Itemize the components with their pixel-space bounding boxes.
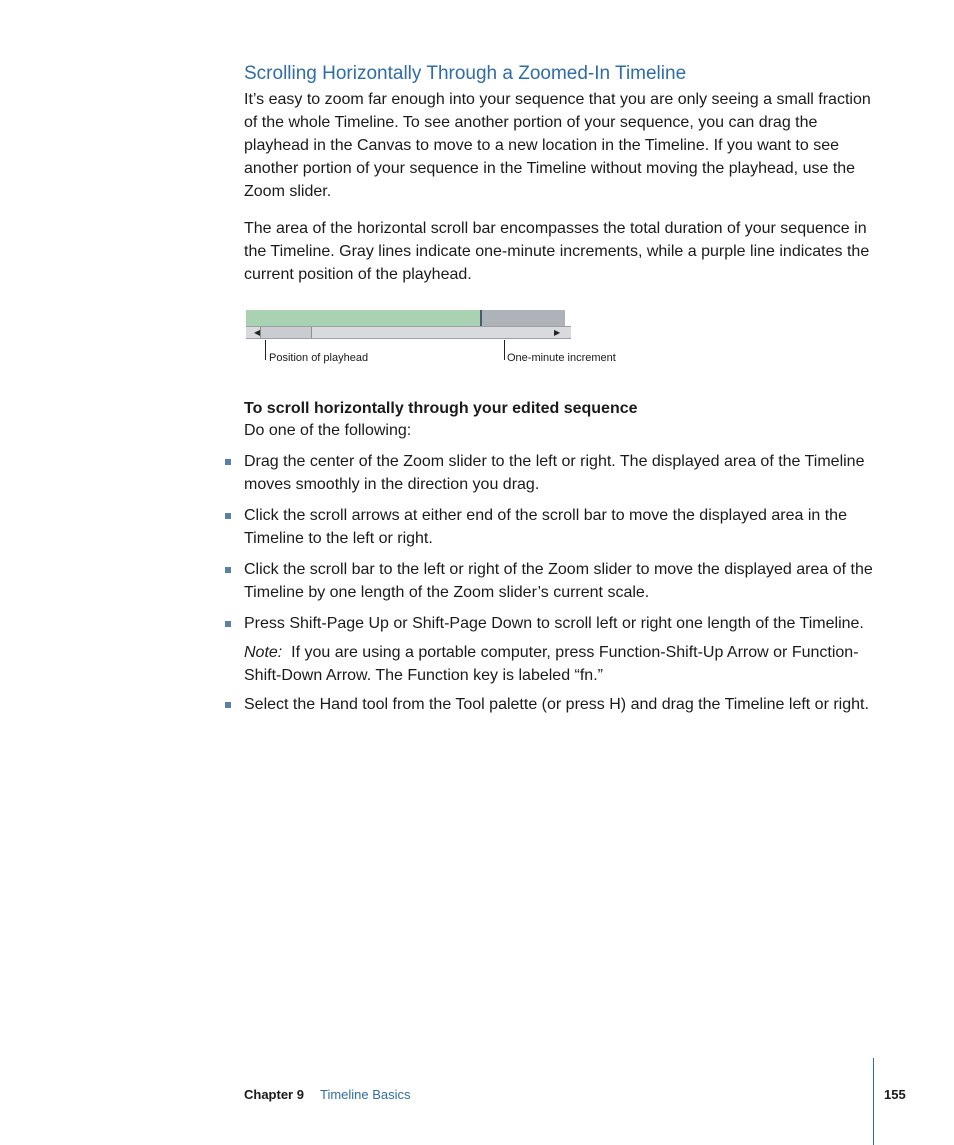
- procedure-intro: Do one of the following:: [244, 422, 412, 439]
- intro-paragraph: It’s easy to zoom far enough into your sequence that you are only seeing a small fraction of the whole Timeline. To see another portion of your sequence, you can drag the playhead in the Canvas to move to a new location in the Timeline. If you want to see another portion of your sequence in the Timeline without moving the playhead, use the Zoom slider.: [244, 91, 871, 200]
- procedure-title: To scroll horizontally through your edited sequence: [244, 400, 638, 417]
- bullet-icon: [225, 459, 231, 465]
- empty-area: [480, 310, 565, 326]
- list-item: Select the Hand tool from the Tool palette (or press H) and drag the Timeline left or right.: [244, 693, 884, 716]
- scroll-left-arrow-icon[interactable]: ◀: [254, 328, 261, 337]
- note-text: If you are using a portable computer, press Function-Shift-Up Arrow or Function-Shift-Down Arrow. The Function key is labeled “fn.”: [244, 644, 859, 684]
- page-content: [244, 62, 884, 724]
- minute-increment-line: [480, 310, 482, 326]
- playhead-callout-line: [265, 340, 266, 360]
- procedure-list: [244, 450, 884, 716]
- bullet-icon: [225, 621, 231, 627]
- note-label: Note:: [244, 644, 283, 661]
- footer-chapter: Chapter 9: [244, 1087, 304, 1102]
- bullet-icon: [225, 513, 231, 519]
- scroll-right-arrow-icon[interactable]: ▶: [554, 328, 561, 337]
- page-number: 155: [884, 1087, 906, 1102]
- scrollbar-figure: [244, 310, 884, 388]
- footer-section: Timeline Basics: [320, 1087, 411, 1102]
- list-item: Drag the center of the Zoom slider to the left or right. The displayed area of the Timeline moves smoothly in the direction you drag.: [244, 450, 884, 496]
- horizontal-scroll-bar[interactable]: [246, 326, 571, 339]
- scrollbar-overview: [246, 310, 571, 326]
- list-item: Click the scroll arrows at either end of the scroll bar to move the displayed area in the Timeline to the left or right.: [244, 504, 884, 550]
- zoom-slider[interactable]: [260, 327, 312, 338]
- footer-divider: [873, 1058, 874, 1145]
- scrollbar-paragraph: The area of the horizontal scroll bar encompasses the total duration of your sequence in the Timeline. Gray lines indicate one-minute increments, while a purple line indicates the current position of the playhead.: [244, 220, 870, 283]
- note: [244, 641, 884, 687]
- playhead-callout-label: Position of playhead: [269, 352, 369, 364]
- increment-callout-line: [504, 340, 505, 360]
- list-item: Press Shift-Page Up or Shift-Page Down to scroll left or right one length of the Timeline.: [244, 612, 884, 635]
- list-item: Click the scroll bar to the left or right of the Zoom slider to move the displayed area of the Timeline by one length of the Zoom slider’s current scale.: [244, 558, 884, 604]
- bullet-icon: [225, 567, 231, 573]
- section-title: Scrolling Horizontally Through a Zoomed-In Timeline: [244, 63, 687, 84]
- sequence-area: [246, 310, 480, 326]
- increment-callout-label: One-minute increment: [507, 352, 616, 364]
- bullet-icon: [225, 702, 231, 708]
